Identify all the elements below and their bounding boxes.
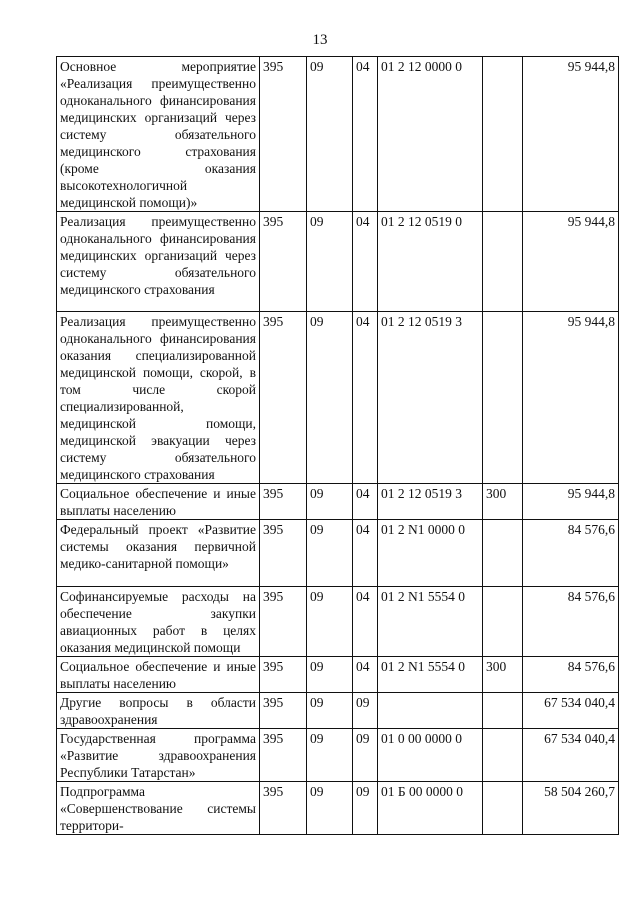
subsection-code: 04 — [353, 520, 378, 587]
target-code: 01 2 N1 5554 0 — [378, 657, 483, 693]
row-name: Реализация преимущественно одноканального финансирования медицинских организаций через систему обязательного медицинского страхования — [57, 212, 260, 312]
ministry-code: 395 — [260, 520, 307, 587]
target-code: 01 2 12 0519 3 — [378, 312, 483, 484]
section-code: 09 — [307, 312, 353, 484]
amount: 95 944,8 — [523, 57, 619, 212]
target-code: 01 Б 00 0000 0 — [378, 782, 483, 835]
expense-code — [483, 57, 523, 212]
target-code: 01 2 12 0519 3 — [378, 484, 483, 520]
table-row — [57, 57, 619, 212]
subsection-code: 09 — [353, 729, 378, 782]
target-code: 01 2 12 0519 0 — [378, 212, 483, 312]
subsection-code: 04 — [353, 657, 378, 693]
amount: 67 534 040,4 — [523, 729, 619, 782]
amount: 67 534 040,4 — [523, 693, 619, 729]
table-row — [57, 520, 619, 587]
table-row — [57, 657, 619, 693]
target-code: 01 2 12 0000 0 — [378, 57, 483, 212]
amount: 84 576,6 — [523, 657, 619, 693]
expense-code — [483, 520, 523, 587]
table-row — [57, 212, 619, 312]
ministry-code: 395 — [260, 312, 307, 484]
expense-code — [483, 312, 523, 484]
section-code: 09 — [307, 57, 353, 212]
page-number: 13 — [312, 32, 328, 48]
section-code: 09 — [307, 693, 353, 729]
amount: 58 504 260,7 — [523, 782, 619, 835]
subsection-code: 04 — [353, 312, 378, 484]
expense-code — [483, 729, 523, 782]
row-name: Другие вопросы в области здравоохранения — [57, 693, 260, 729]
row-name: Подпрограмма «Совершенствование системы территори- — [57, 782, 260, 835]
target-code: 01 0 00 0000 0 — [378, 729, 483, 782]
amount: 95 944,8 — [523, 212, 619, 312]
section-code: 09 — [307, 520, 353, 587]
section-code: 09 — [307, 729, 353, 782]
subsection-code: 04 — [353, 484, 378, 520]
target-code — [378, 693, 483, 729]
table-row — [57, 693, 619, 729]
row-name: Федеральный проект «Развитие системы оказания первичной медико-санитарной помощи» — [57, 520, 260, 587]
section-code: 09 — [307, 212, 353, 312]
ministry-code: 395 — [260, 657, 307, 693]
expense-code — [483, 782, 523, 835]
ministry-code: 395 — [260, 729, 307, 782]
ministry-code: 395 — [260, 693, 307, 729]
section-code: 09 — [307, 484, 353, 520]
section-code: 09 — [307, 782, 353, 835]
ministry-code: 395 — [260, 587, 307, 657]
ministry-code: 395 — [260, 57, 307, 212]
table-row — [57, 312, 619, 484]
ministry-code: 395 — [260, 484, 307, 520]
target-code: 01 2 N1 0000 0 — [378, 520, 483, 587]
section-code: 09 — [307, 587, 353, 657]
subsection-code: 04 — [353, 587, 378, 657]
subsection-code: 04 — [353, 57, 378, 212]
subsection-code: 09 — [353, 782, 378, 835]
row-name: Основное мероприятие «Реализация преимущественно одноканального финансирования медицинских организаций через систему обязательного медицинского страхования (кроме оказания высокотехнологичной медицинской помощи)» — [57, 57, 260, 212]
row-name: Реализация преимущественно одноканального финансирования оказания специализированной медицинской помощи, скорой, в том числе скорой специализированной, медицинской помощи, медицинской эвакуации через систему обязательного медицинского страхования — [57, 312, 260, 484]
table-row — [57, 587, 619, 657]
row-name: Социальное обеспечение и иные выплаты населению — [57, 484, 260, 520]
expense-code — [483, 212, 523, 312]
ministry-code: 395 — [260, 782, 307, 835]
expense-code — [483, 587, 523, 657]
amount: 95 944,8 — [523, 484, 619, 520]
subsection-code: 09 — [353, 693, 378, 729]
amount: 84 576,6 — [523, 520, 619, 587]
target-code: 01 2 N1 5554 0 — [378, 587, 483, 657]
ministry-code: 395 — [260, 212, 307, 312]
section-code: 09 — [307, 657, 353, 693]
row-name: Государственная программа «Развитие здравоохранения Республики Татарстан» — [57, 729, 260, 782]
table-row — [57, 484, 619, 520]
table-row — [57, 729, 619, 782]
table-row — [57, 782, 619, 835]
subsection-code: 04 — [353, 212, 378, 312]
budget-table — [56, 56, 619, 835]
row-name: Софинансируемые расходы на обеспечение закупки авиационных работ в целях оказания медицинской помощи — [57, 587, 260, 657]
amount: 84 576,6 — [523, 587, 619, 657]
expense-code — [483, 693, 523, 729]
amount: 95 944,8 — [523, 312, 619, 484]
expense-code: 300 — [483, 484, 523, 520]
expense-code: 300 — [483, 657, 523, 693]
row-name: Социальное обеспечение и иные выплаты населению — [57, 657, 260, 693]
